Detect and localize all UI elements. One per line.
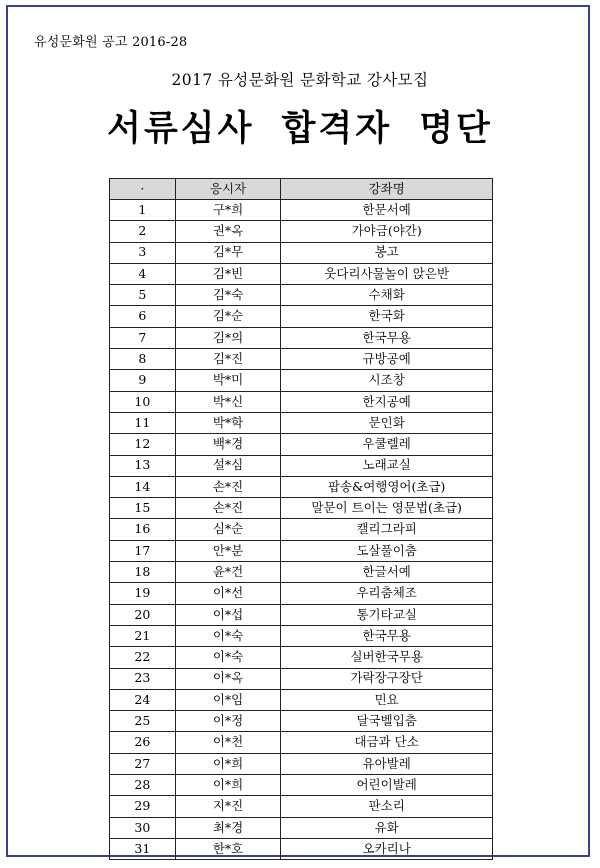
row-number: 22 (110, 647, 176, 668)
row-number: 31 (110, 838, 176, 859)
course-name: 우리춤체조 (281, 583, 493, 604)
course-name: 도살풀이춤 (281, 540, 493, 561)
table-row (110, 476, 493, 497)
row-number: 17 (110, 540, 176, 561)
table-row (110, 796, 493, 817)
row-number: 4 (110, 263, 176, 284)
table-row (110, 263, 493, 284)
row-number: 13 (110, 455, 176, 476)
table-row (110, 647, 493, 668)
applicant-name: 이*희 (175, 753, 281, 774)
row-number: 20 (110, 604, 176, 625)
course-name: 오카리나 (281, 838, 493, 859)
table-row (110, 753, 493, 774)
row-number: 30 (110, 817, 176, 838)
row-number: 29 (110, 796, 176, 817)
table-row (110, 242, 493, 263)
course-name: 통기타교실 (281, 604, 493, 625)
applicant-name: 박*학 (175, 412, 281, 433)
course-name: 달국벨입춤 (281, 711, 493, 732)
row-number: 18 (110, 562, 176, 583)
row-number: 11 (110, 412, 176, 433)
applicant-name: 이*임 (175, 689, 281, 710)
table-row (110, 327, 493, 348)
row-number: 1 (110, 200, 176, 221)
row-number: 2 (110, 221, 176, 242)
course-name: 어린이발레 (281, 775, 493, 796)
applicant-name: 이*천 (175, 732, 281, 753)
applicant-name: 김*숙 (175, 285, 281, 306)
table-row (110, 689, 493, 710)
applicant-name: 김*빈 (175, 263, 281, 284)
applicant-name: 구*희 (175, 200, 281, 221)
row-number: 15 (110, 498, 176, 519)
row-number: 24 (110, 689, 176, 710)
table-header-row (110, 179, 493, 200)
course-name: 웃다리사물놀이 앉은반 (281, 263, 493, 284)
course-name: 우쿨렐레 (281, 434, 493, 455)
document-subtitle: 2017 유성문화원 문화학교 강사모집 (171, 71, 429, 89)
row-number: 26 (110, 732, 176, 753)
course-name: 실버한국무용 (281, 647, 493, 668)
table-row (110, 583, 493, 604)
applicant-name: 한*호 (175, 838, 281, 859)
row-number: 5 (110, 285, 176, 306)
table-row (110, 455, 493, 476)
header-applicant: 응시자 (175, 179, 281, 200)
course-name: 한지공예 (281, 391, 493, 412)
applicant-name: 심*순 (175, 519, 281, 540)
row-number: 3 (110, 242, 176, 263)
table-row (110, 540, 493, 561)
row-number: 16 (110, 519, 176, 540)
course-name: 한국화 (281, 306, 493, 327)
applicant-name: 이*희 (175, 775, 281, 796)
course-name: 노래교실 (281, 455, 493, 476)
course-name: 유화 (281, 817, 493, 838)
row-number: 9 (110, 370, 176, 391)
applicant-name: 박*미 (175, 370, 281, 391)
applicant-name: 김*무 (175, 242, 281, 263)
table-row (110, 221, 493, 242)
table-row (110, 668, 493, 689)
table-row (110, 498, 493, 519)
course-name: 한글서예 (281, 562, 493, 583)
applicant-name: 손*진 (175, 498, 281, 519)
table-row (110, 412, 493, 433)
course-name: 시조창 (281, 370, 493, 391)
applicant-name: 이*숙 (175, 647, 281, 668)
table-row (110, 838, 493, 859)
table-row (110, 711, 493, 732)
table-row (110, 200, 493, 221)
row-number: 7 (110, 327, 176, 348)
course-name: 유아발레 (281, 753, 493, 774)
course-name: 말문이 트이는 영문법(초급) (281, 498, 493, 519)
table-row (110, 775, 493, 796)
course-name: 한국무용 (281, 327, 493, 348)
table-row (110, 732, 493, 753)
row-number: 10 (110, 391, 176, 412)
course-name: 한문서예 (281, 200, 493, 221)
header-course: 강좌명 (281, 179, 493, 200)
course-name: 민요 (281, 689, 493, 710)
applicant-name: 권*옥 (175, 221, 281, 242)
table-body (110, 200, 493, 860)
course-name: 캘리그라피 (281, 519, 493, 540)
row-number: 23 (110, 668, 176, 689)
row-number: 19 (110, 583, 176, 604)
table-row (110, 519, 493, 540)
table-row (110, 306, 493, 327)
row-number: 12 (110, 434, 176, 455)
applicant-name: 지*진 (175, 796, 281, 817)
table-row (110, 625, 493, 646)
row-number: 14 (110, 476, 176, 497)
applicant-name: 이*정 (175, 711, 281, 732)
course-name: 봉고 (281, 242, 493, 263)
applicant-name: 김*순 (175, 306, 281, 327)
course-name: 대금과 단소 (281, 732, 493, 753)
applicant-name: 윤*건 (175, 562, 281, 583)
table-row (110, 562, 493, 583)
course-name: 한국무용 (281, 625, 493, 646)
table-row (110, 604, 493, 625)
table-row (110, 434, 493, 455)
applicant-name: 백*경 (175, 434, 281, 455)
course-name: 가야금(야간) (281, 221, 493, 242)
course-name: 판소리 (281, 796, 493, 817)
course-name: 가락장구장단 (281, 668, 493, 689)
row-number: 25 (110, 711, 176, 732)
header-number: · (110, 179, 176, 200)
applicant-name: 김*진 (175, 349, 281, 370)
notice-number: 유성문화원 공고 2016-28 (34, 35, 188, 50)
row-number: 21 (110, 625, 176, 646)
applicant-name: 손*진 (175, 476, 281, 497)
table-row (110, 391, 493, 412)
applicant-name: 이*선 (175, 583, 281, 604)
applicant-name: 박*신 (175, 391, 281, 412)
table-row (110, 370, 493, 391)
row-number: 27 (110, 753, 176, 774)
applicant-name: 이*섭 (175, 604, 281, 625)
row-number: 8 (110, 349, 176, 370)
table-row (110, 817, 493, 838)
table-row (110, 349, 493, 370)
applicant-name: 이*옥 (175, 668, 281, 689)
applicant-name: 김*의 (175, 327, 281, 348)
document-title: 서류심사 합격자 명단 (107, 108, 493, 149)
course-name: 규방공예 (281, 349, 493, 370)
course-name: 팝송&여행영어(초급) (281, 476, 493, 497)
course-name: 문인화 (281, 412, 493, 433)
applicant-name: 최*경 (175, 817, 281, 838)
applicant-name: 설*심 (175, 455, 281, 476)
table-row (110, 285, 493, 306)
row-number: 28 (110, 775, 176, 796)
applicant-name: 안*분 (175, 540, 281, 561)
applicant-name: 이*숙 (175, 625, 281, 646)
applicant-table (109, 178, 493, 860)
row-number: 6 (110, 306, 176, 327)
course-name: 수채화 (281, 285, 493, 306)
